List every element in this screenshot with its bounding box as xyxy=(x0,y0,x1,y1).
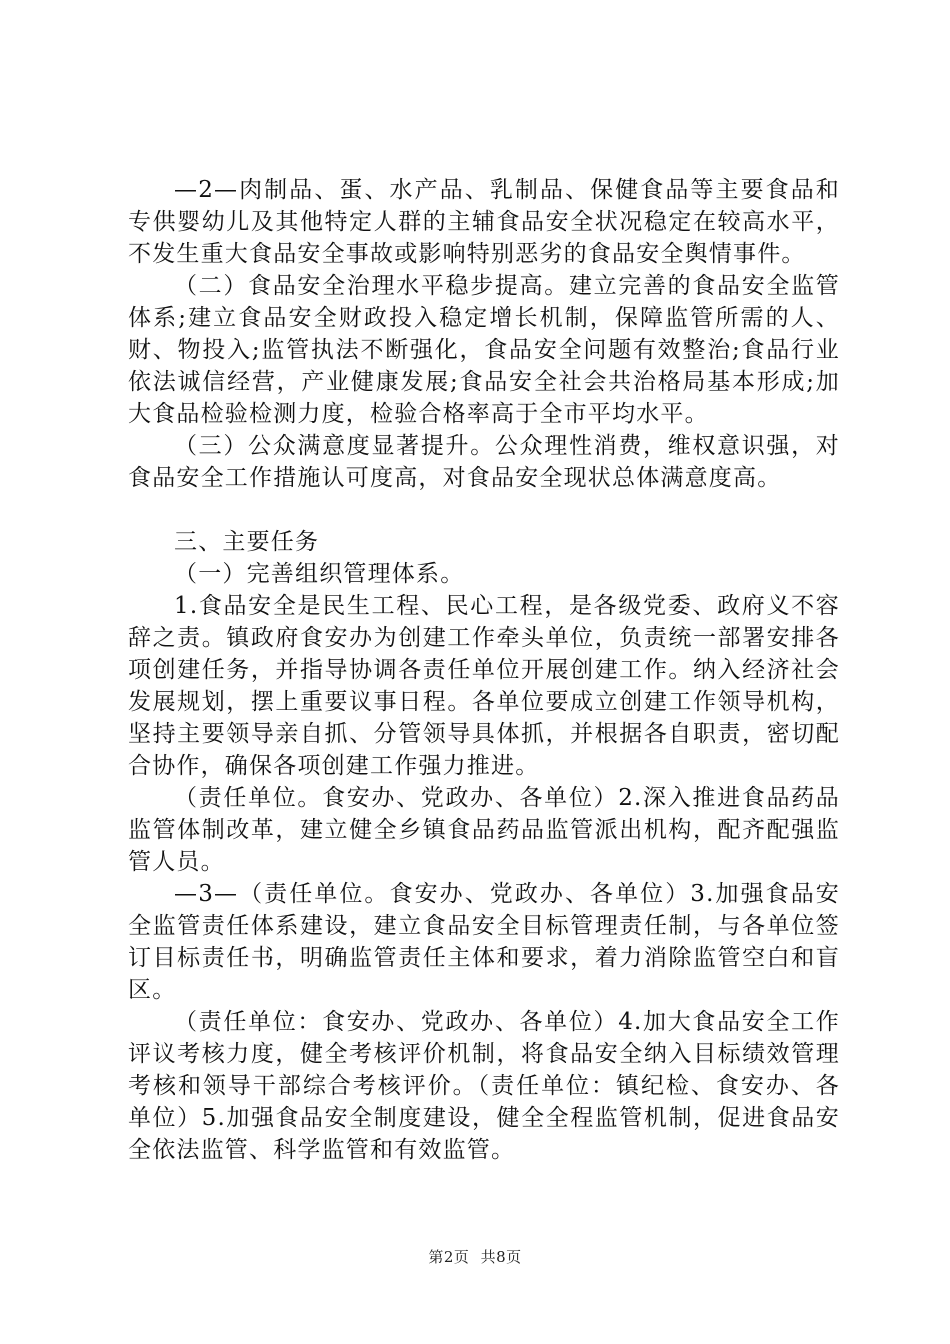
page-footer xyxy=(0,1246,950,1267)
paragraph-task-4-5: （责任单位：食安办、党政办、各单位）4.加大食品安全工作评议考核力度，健全考核评价机制，将食品安全纳入目标绩效管理考核和领导干部综合考核评价。（责任单位：镇纪检、食安办、各单位）5.加强食品安全制度建设，健全全程监管机制，促进食品安全依法监管、科学监管和有效监管。 xyxy=(128,1009,840,1163)
paragraph-task-1: 1.食品安全是民生工程、民心工程，是各级党委、政府义不容辞之责。镇政府食安办为创建工作牵头单位，负责统一部署安排各项创建任务，并指导协调各责任单位开展创建工作。纳入经济社会发展规划，摆上重要议事日程。各单位要成立创建工作领导机构，坚持主要领导亲自抓、分管领导具体抓，并根据各自职责，密切配合协作，确保各项创建工作强力推进。 xyxy=(128,593,840,779)
paragraph-satisfaction: （三）公众满意度显著提升。公众理性消费，维权意识强，对食品安全工作措施认可度高，对食品安全现状总体满意度高。 xyxy=(128,433,840,491)
paragraph-task-3: —3—（责任单位。食安办、党政办、各单位）3.加强食品安全监管责任体系建设，建立食品安全目标管理责任制，与各单位签订目标责任书，明确监管责任主体和要求，着力消除监管空白和盲区。 xyxy=(128,881,840,1003)
paragraph-governance: （二）食品安全治理水平稳步提高。建立完善的食品安全监管体系;建立食品安全财政投入稳定增长机制，保障监管所需的人、财、物投入;监管执法不断强化，食品安全问题有效整治;食品行业依法诚信经营，产业健康发展;食品安全社会共治格局基本形成;加大食品检验检测力度，检验合格率高于全市平均水平。 xyxy=(128,273,840,427)
subsection-heading-organization: （一）完善组织管理体系。 xyxy=(174,561,465,587)
page-number: 第2页 xyxy=(428,1248,470,1266)
paragraph-main-foods: —2—肉制品、蛋、水产品、乳制品、保健食品等主要食品和专供婴幼儿及其他特定人群的主辅食品安全状况稳定在较高水平，不发生重大食品安全事故或影响特别恶劣的食品安全舆情事件。 xyxy=(128,177,840,267)
document-body xyxy=(128,174,840,1166)
paragraph-task-2: （责任单位。食安办、党政办、各单位）2.深入推进食品药品监管体制改革，建立健全乡镇食品药品监管派出机构，配齐配强监管人员。 xyxy=(128,785,840,875)
page-total: 共8页 xyxy=(480,1248,522,1266)
section-heading-main-tasks: 三、主要任务 xyxy=(174,529,320,555)
